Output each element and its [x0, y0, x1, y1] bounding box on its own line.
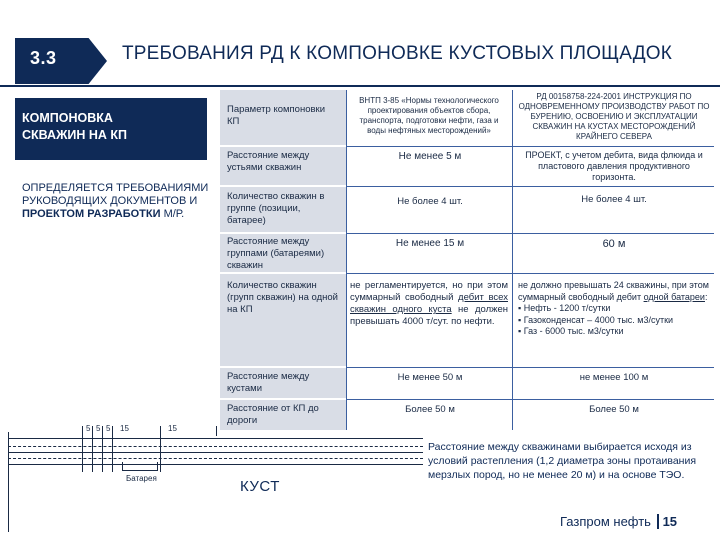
kust-diagram: [8, 424, 423, 532]
diagram-line: [8, 438, 423, 439]
row2-col1: Не более 4 шт.: [397, 196, 463, 207]
diagram-line: [8, 464, 423, 465]
table-vline-2: [512, 90, 513, 430]
row4-col2-bullet-list: [518, 303, 710, 338]
topic-line-2: СКВАЖИН НА КП: [22, 128, 128, 142]
well-marker: [112, 432, 113, 472]
row5-col1: Не менее 50 м: [397, 372, 463, 383]
row4-col1-text-a: не регламентируется, но при этом суммарный свободный: [350, 280, 508, 303]
bullet-gas: Газ - 6000 тыс. м3/сутки: [523, 326, 624, 336]
footer-brand: Газпром нефть: [560, 514, 651, 529]
well-marker: [160, 432, 161, 472]
dim-label: 5: [96, 424, 101, 433]
diagram-dashed-line: [8, 458, 423, 459]
diagram-line: [8, 452, 423, 453]
param-header: Параметр компоновки КП: [227, 104, 325, 127]
col2-header: РД 00158758-224-2001 ИНСТРУКЦИЯ ПО ОДНОВРЕМЕННОМУ ПРОИЗВОДСТВУ РАБОТ ПО БУРЕНИЮ, ОСВОЕНИЮ И ЭКСПЛУАТАЦИИ СКВАЖИН НА КУСТАХ МЕСТОРОЖДЕНИЙ КРАЙНЕГО СЕВЕРА: [518, 92, 710, 141]
topic-line-1: КОМПОНОВКА: [22, 111, 113, 125]
table-hline-4: [346, 273, 714, 274]
page-title: ТРЕБОВАНИЯ РД К КОМПОНОВКЕ КУСТОВЫХ ПЛОЩАДОК: [122, 43, 673, 64]
diagram-dashed-line: [8, 446, 423, 447]
table-hline-5: [346, 367, 714, 368]
bullet-item: ▪ Нефть - 1200 т/сутки: [518, 303, 611, 313]
dim-tick: [216, 426, 217, 436]
section-number-badge: [15, 38, 107, 84]
well-marker: [82, 432, 83, 472]
left-note-bold: ПРОЕКТОМ РАЗРАБОТКИ: [22, 208, 161, 220]
row3-param: Расстояние между группами (батареями) скважин: [227, 236, 325, 271]
distance-note: Расстояние между скважинами выбирается исходя из условий растепления (1,2 диаметра зоны протаивания мерзлых пород, но не менее 20 м) и на основе ТЭО.: [428, 441, 697, 481]
footer: [560, 514, 677, 529]
topic-box-text: [22, 110, 127, 144]
left-note-part2: М/Р.: [160, 208, 185, 220]
page-number: 15: [657, 514, 677, 529]
row4-col2-text-a: не должно превышать 24 скважины, при этом суммарный свободный дебит: [518, 280, 709, 302]
row1-col2: ПРОЕКТ, с учетом дебита, вида флюида и пластового давления продуктивного горизонта.: [525, 150, 703, 182]
table-vline-1: [346, 90, 347, 430]
table-hline-6: [346, 399, 714, 400]
col1-header: ВНТП 3-85 «Нормы технологического проектирования объектов сбора, транспорта, подготовки нефти, газа и воды нефтяных месторождений»: [359, 96, 499, 135]
row1-col1: Не менее 5 м: [398, 151, 462, 162]
row6-param: Расстояние от КП до дороги: [227, 403, 319, 426]
left-note: [22, 182, 212, 221]
row6-col2: Более 50 м: [589, 404, 639, 415]
bullet-item: ▪ Газоконденсат – 4000 тыс. м3/сутки: [518, 314, 674, 325]
well-marker: [92, 432, 93, 472]
row1-param: Расстояние между устьями скважин: [227, 150, 310, 173]
left-note-part1: ОПРЕДЕЛЯЕТСЯ ТРЕБОВАНИЯМИ РУКОВОДЯЩИХ ДОКУМЕНТОВ И: [22, 182, 209, 207]
row4-col1: [350, 280, 508, 328]
row6-col1: Более 50 м: [405, 404, 455, 415]
row4-col2: [518, 280, 710, 338]
diagram-boundary: [8, 432, 9, 532]
table-hline-3: [346, 233, 714, 234]
row4-col2-text-b: :: [704, 291, 708, 302]
section-number: 3.3: [30, 48, 57, 68]
row4-col1-text-b: не должен превышать 4000 т/сут. по нефти.: [350, 304, 508, 327]
bullet-oil: Нефть - 1200 т/сутки: [523, 303, 611, 313]
battery-label: Батарея: [126, 474, 157, 483]
row3-col2: 60 м: [602, 238, 626, 250]
table-hline-2: [346, 186, 714, 187]
dim-label: 15: [120, 424, 129, 433]
bullet-condensate: Газоконденсат – 4000 тыс. м3/сутки: [523, 314, 674, 325]
dim-label: 15: [168, 424, 177, 433]
row4-col2-underline: одной батареи: [643, 291, 705, 302]
row2-col2: Не более 4 шт.: [581, 194, 647, 205]
row4-param: Количество скважин (групп скважин) на одной на КП: [227, 280, 338, 315]
row2-param: Количество скважин в группе (позиции, батарее): [227, 191, 325, 226]
bullet-item: ▪ Газ - 6000 тыс. м3/сутки: [518, 326, 624, 336]
table-hline-1: [346, 146, 714, 147]
row4-col1-underline: дебит всех скважин одного куста: [350, 292, 508, 315]
row5-col2: не менее 100 м: [579, 372, 649, 383]
row5-param: Расстояние между кустами: [227, 371, 310, 394]
battery-bracket: [122, 462, 158, 471]
row3-col1: Не менее 15 м: [395, 238, 465, 249]
dim-label: 5: [86, 424, 91, 433]
well-marker: [102, 432, 103, 472]
kust-label: КУСТ: [240, 478, 280, 495]
header-divider: [0, 85, 720, 87]
dim-label: 5: [106, 424, 111, 433]
